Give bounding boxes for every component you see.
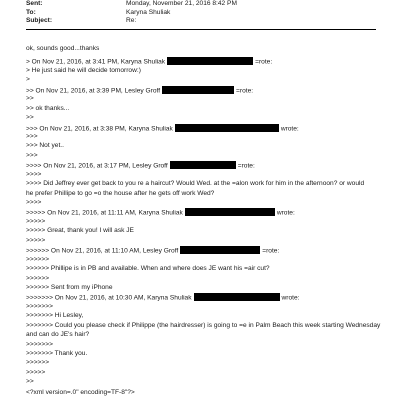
redaction-box <box>170 161 236 169</box>
sent-label: Sent: <box>26 0 43 8</box>
quote-text: =rote: <box>255 58 273 66</box>
quote-line: >>>>>> <box>26 359 50 367</box>
email-body <box>26 45 396 399</box>
quote-line: >>>>> <box>26 236 46 244</box>
quote-text: >> On Nov 21, 2016, at 3:39 PM, Lesley Groff <box>26 87 161 95</box>
quote-line: >>> <box>26 132 38 140</box>
quote-line: >>>>>>> <box>26 302 53 310</box>
xml-footer: <?xml version=.0" encoding=TF-8"?> <box>26 389 135 397</box>
quote-line <box>26 246 396 255</box>
quote-line: >>>>> <box>26 368 46 376</box>
quote-line: >>>> Did Jeffrey ever get back to you re a haircut? Would Wed. at the =alon work for him in the afternoon? or would <box>26 180 365 188</box>
quote-line: >>>>>>> Could you please check if Philippe (the hairdresser) is going to =e in Palm Beach this week starting Wednesday <box>26 321 381 329</box>
sent-row <box>26 0 386 9</box>
quote-line: he prefer Phillipe to go =o the house after he gets off work Wed? <box>26 189 215 197</box>
quote-text: wrote: <box>280 125 299 132</box>
quote-line <box>26 161 396 170</box>
body-line: ok, sounds good...thanks <box>26 45 100 52</box>
quote-line <box>26 293 396 302</box>
quote-text: >>>> On Nov 21, 2016, at 3:17 PM, Lesley Groff <box>26 162 168 170</box>
quote-line: >>> Not yet.. <box>26 142 64 150</box>
quote-line: >>> <box>26 151 38 159</box>
quote-line: >>>>> <box>26 217 46 225</box>
quote-line: >>>>>> Sent from my iPhone <box>26 283 113 291</box>
quote-line: >>>> <box>26 170 42 178</box>
quote-line: >> <box>26 95 34 103</box>
quote-line: >>>>>> <box>26 255 50 263</box>
header-divider <box>26 29 376 30</box>
quote-line <box>26 124 396 133</box>
quote-text: =rote: <box>236 87 254 95</box>
quote-line: and can do JE's hair? <box>26 331 90 339</box>
quote-line: >>>> <box>26 199 42 206</box>
sent-value: Monday, November 21, 2016 8:42 PM <box>126 0 237 8</box>
redaction-box <box>180 246 260 254</box>
quote-line: >> <box>26 378 34 386</box>
quote-line: >>>>>> Phillipe is in PB and available. When and where does JE want his =air cut? <box>26 265 270 273</box>
to-value: Karyna Shuliak <box>126 8 171 16</box>
quote-text: >>>>>>> On Nov 21, 2016, at 10:30 AM, Karyna Shuliak <box>26 294 192 302</box>
subject-value: Re: <box>126 17 137 25</box>
quote-line <box>26 86 396 95</box>
quote-line: >> <box>26 114 34 122</box>
redaction-box <box>175 124 279 132</box>
redaction-box <box>185 208 275 216</box>
quote-line: >>>>>>> Hi Lesley, <box>26 312 84 320</box>
quote-line: >> ok thanks... <box>26 104 70 112</box>
quote-line <box>26 208 396 217</box>
quote-text: wrote: <box>281 294 300 302</box>
quote-text: >>>>> On Nov 21, 2016, at 11:11 AM, Karyna Shuliak <box>26 209 183 217</box>
quote-text: >>>>>> On Nov 21, 2016, at 11:10 AM, Lesley Groff <box>26 247 179 255</box>
to-row <box>26 9 386 18</box>
quote-text: >>> On Nov 21, 2016, at 3:38 PM, Karyna Shuliak <box>26 125 173 132</box>
quote-line: > <box>26 76 30 84</box>
quote-text: =rote: <box>237 162 255 170</box>
quote-line: >>>>> Great, thank you! I will ask JE <box>26 227 134 235</box>
quote-text: > On Nov 21, 2016, at 3:41 PM, Karyna Shuliak <box>26 58 166 66</box>
quote-text: wrote: <box>276 209 295 217</box>
quote-line: >>>>>> <box>26 274 50 282</box>
quote-line: > He just said he will decide tomorrow:) <box>26 66 141 74</box>
to-label: To: <box>26 8 36 16</box>
quote-line: >>>>>>> <box>26 340 53 348</box>
redaction-box <box>194 293 280 301</box>
redaction-box <box>167 57 253 65</box>
email-header <box>26 0 386 26</box>
quote-line: >>>>>>> Thank you. <box>26 350 88 357</box>
subject-row <box>26 17 386 26</box>
quote-text: =rote: <box>262 247 280 255</box>
redaction-box <box>162 86 234 94</box>
subject-label: Subject: <box>26 17 53 25</box>
quote-line <box>26 57 396 66</box>
